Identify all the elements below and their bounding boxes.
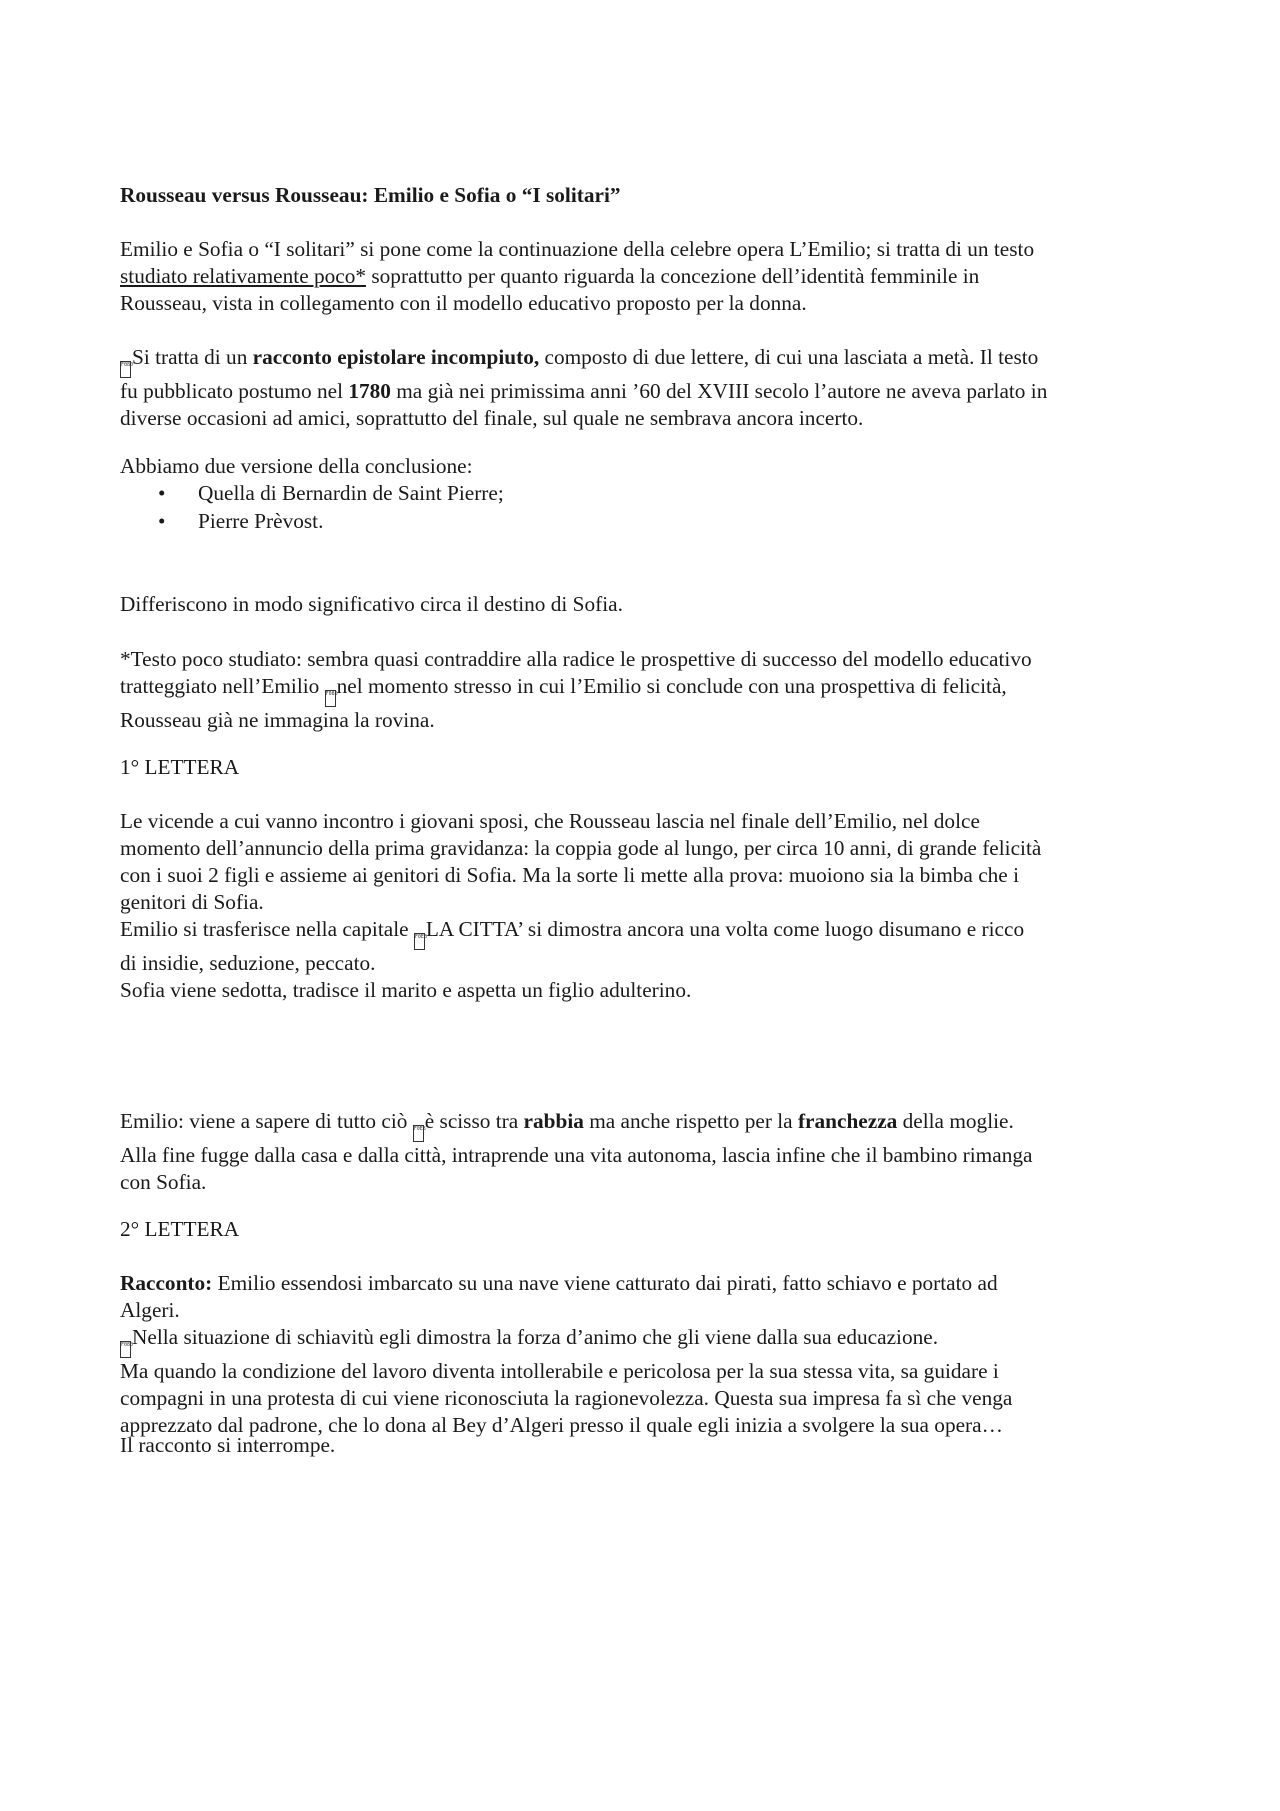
- intro-line: Rousseau, vista in collegamento con il modello educativo proposto per la donna.: [120, 291, 807, 315]
- list-item: • Pierre Prèvost.: [158, 509, 324, 533]
- arrow-glyph-icon: F080: [325, 690, 336, 707]
- letter2-heading: 2° LETTERA: [120, 1217, 240, 1241]
- bullet-icon: •: [158, 509, 166, 533]
- intro-line: studiato relativamente poco* soprattutto per quanto riguarda la concezione dell’identità femminile in: [120, 264, 980, 288]
- letter2-paragraph: Racconto: Emilio essendosi imbarcato su una nave viene catturato dai pirati, fatto schiavo e portato ad Algeri. F080Nella situazione di schiavitù egli dimostra la forza d’animo che gli viene dalla sua educazione. Ma quando la condizione del lavoro diventa intollerabile e pericolosa per la sua stessa vita, sa guidare i compagni in una protesta di cui viene riconosciuta la ragionevolezza. Questa sua impresa fa sì che venga apprezzato dal padrone, che lo dona al Bey d’Algeri presso il quale egli inizia a svolgere la sua opera…: [120, 1271, 1013, 1437]
- letter1-paragraph: Le vicende a cui vanno incontro i giovani sposi, che Rousseau lascia nel finale dell’Emilio, nel dolce momento dell’annuncio della prima gravidanza: la coppia gode al lungo, per circa 10 anni, di grande felicità con i suoi 2 figli e assieme ai genitori di Sofia. Ma la sorte li mette alla prova: muoiono sia la bimba che i genitori di Sofia. Emilio si trasferisce nella capitale F0E8LA CITTA’ si dimostra ancora una volta come luogo disumano e ricco di insidie, seduzione, peccato. Sofia viene sedotta, tradisce il marito e aspetta un figlio adulterino.: [120, 809, 1042, 1002]
- list-item: • Quella di Bernardin de Saint Pierre;: [158, 481, 504, 505]
- emilio-paragraph: Emilio: viene a sapere di tutto ciò F0E8è scisso tra rabbia ma anche rispetto per la franchezza della moglie. Alla fine fugge dalla casa e dalla città, intraprende una vita autonoma, lascia infine che il bambino rimanga con Sofia.: [120, 1109, 1033, 1194]
- intro-line: Emilio e Sofia o “I solitari” si pone come la continuazione della celebre opera L’Emilio; si tratta di un testo: [120, 237, 1035, 261]
- document-title: Rousseau versus Rousseau: Emilio e Sofia o “I solitari”: [120, 183, 621, 207]
- underlined-phrase: studiato relativamente poco*: [120, 264, 367, 288]
- arrow-glyph-icon: F080: [120, 361, 131, 378]
- arrow-glyph-icon: F0E8: [413, 1125, 424, 1142]
- note-paragraph: *Testo poco studiato: sembra quasi contraddire alla radice le prospettive di successo del modello educativo tratteggiato nell’Emilio F080nel momento stresso in cui l’Emilio si conclude con una prospettiva di felicità, Rousseau già ne immagina la rovina.: [120, 647, 1032, 732]
- letter1-heading: 1° LETTERA: [120, 755, 240, 779]
- bullet-icon: •: [158, 481, 166, 505]
- arrow-glyph-icon: F080: [120, 1341, 131, 1358]
- ending-paragraph: Il racconto si interrompe.: [120, 1433, 336, 1457]
- conclusions-intro: Abbiamo due versione della conclusione:: [120, 454, 473, 478]
- differ-paragraph: Differiscono in modo significativo circa il destino di Sofia.: [120, 592, 623, 616]
- text-type-paragraph: F080Si tratta di un racconto epistolare incompiuto, composto di due lettere, di cui una lasciata a metà. Il testo fu pubblicato postumo nel 1780 ma già nei primissima anni ’60 del XVIII secolo l’autore ne aveva parlato in diverse occasioni ad amici, soprattutto del finale, sul quale ne sembrava ancora incerto.: [120, 345, 1048, 430]
- intro-paragraph: [120, 236, 1170, 317]
- arrow-glyph-icon: F0E8: [414, 933, 425, 950]
